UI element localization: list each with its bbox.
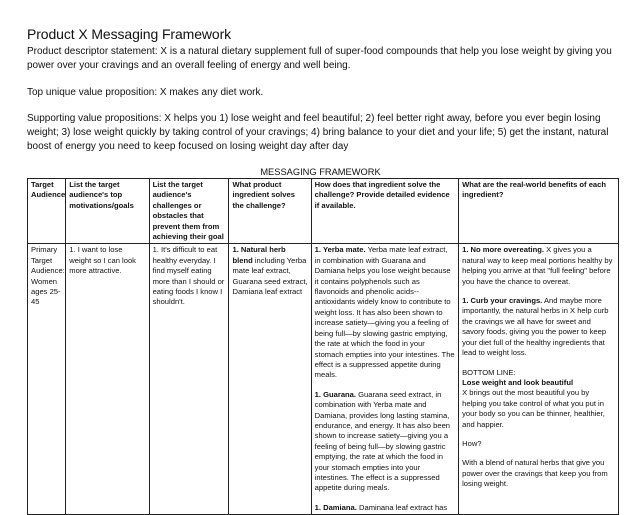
supporting-value-propositions: Supporting value propositions: X helps you 1) lose weight and feel beautiful; 2) feel better right away, before you ever begin losing weight; 3) lose weight quickly by taking control of your cravings; 4) bring balance to your diet and your life; 5) get the instant, natural boost of energy you need to keep focused on losing weight day after day [27, 113, 609, 152]
document-title: Product X Messaging Framework [27, 26, 232, 42]
benefit-no-overeating: 1. No more overeating. X gives you a natural way to keep meal portions healthy by helping you arrive at that "full feeling" before you have the chance to overeat. [462, 245, 613, 286]
framework-title: MESSAGING FRAMEWORK [260, 167, 381, 177]
how-damiana: 1. Damiana. Daminana leaf extract has [314, 502, 448, 512]
ingredient-detail: including Yerba mate leaf extract, Guarana seed extract, Damiana leaf extract [232, 255, 308, 297]
cell-challenges: 1. It's difficult to eat healthy everyday. I find myself eating more than I should or eating foods I know I shouldn't. [149, 244, 229, 515]
top-value-proposition: Top unique value proposition: X makes any diet work. [27, 87, 264, 98]
product-descriptor: Product descriptor statement: X is a natural dietary supplement full of super-food compounds that help you lose weight by giving you power over your cravings and an overall feeling of energy and well being. [27, 46, 612, 71]
cell-ingredient [229, 244, 311, 515]
table-header-row [28, 179, 619, 244]
how-guarana: 1. Guarana. Guarana seed extract, in combination with Yerba mate and Damiana, provides long lasting stamina, endurance, and energy. It has also been shown to increase satiety—giving you a feeling of being full—by slowing gastric emptying, the rate at which the food in your stomach empties into your intestines. The effect is a suppressed appetite during meals. [314, 389, 451, 493]
header-challenges: List the target audience's challenges or obstacles that prevent them from achieving their goal [149, 179, 229, 244]
cell-motivations: 1. I want to lose weight so I can look more attractive. [66, 244, 149, 515]
cell-audience: Primary Target Audience: Women ages 25-45 [28, 244, 66, 515]
bottom-line-text: X brings out the most beautiful you by helping you take control of what you put in your body so you can be thinner, healthier, and happier. [462, 388, 605, 429]
table-row [28, 244, 619, 515]
bottom-line-heading: Lose weight and look beautiful [462, 377, 574, 387]
cell-benefits [459, 244, 619, 515]
cell-how [311, 244, 458, 515]
header-target-audience: Target Audience [28, 179, 66, 244]
benefit-curb-cravings: 1. Curb your cravings. And maybe more importantly, the natural herbs in X help curb the cravings we all have for sweet and savory foods, giving you the power to keep your diet full of the healthy ingredients that lead to weight loss. [462, 296, 609, 358]
how-question: How? [462, 438, 482, 448]
ingredient-name: 1. Natural herb blend [232, 245, 286, 265]
header-how: How does that ingredient solve the challenge? Provide detailed evidence if available. [311, 179, 458, 244]
closing-statement: With a blend of natural herbs that give you power over the cravings that keep you from losing weight. [462, 458, 608, 489]
header-ingredient: What product ingredient solves the challenge? [229, 179, 311, 244]
how-yerba-mate: 1. Yerba mate. Yerba mate leaf extract, in combination with Guarana and Damiana helps you lose weight because it contains polyphenols such as flavonoids and phenolic acids--antioxidants widely know to contribute to weight loss. It has also been shown to increase satiety—giving you a feeling of being full—by slowing gastric emptying, the rate at which the food in your stomach empties into your intestines. The effect is a suppressed appetite during meals. [314, 245, 455, 380]
header-benefits: What are the real-world benefits of each ingredient? [459, 179, 619, 244]
header-motivations: List the target audience's top motivations/goals [66, 179, 149, 244]
messaging-framework-table [27, 178, 619, 515]
bottom-line-label: BOTTOM LINE: [462, 367, 516, 377]
